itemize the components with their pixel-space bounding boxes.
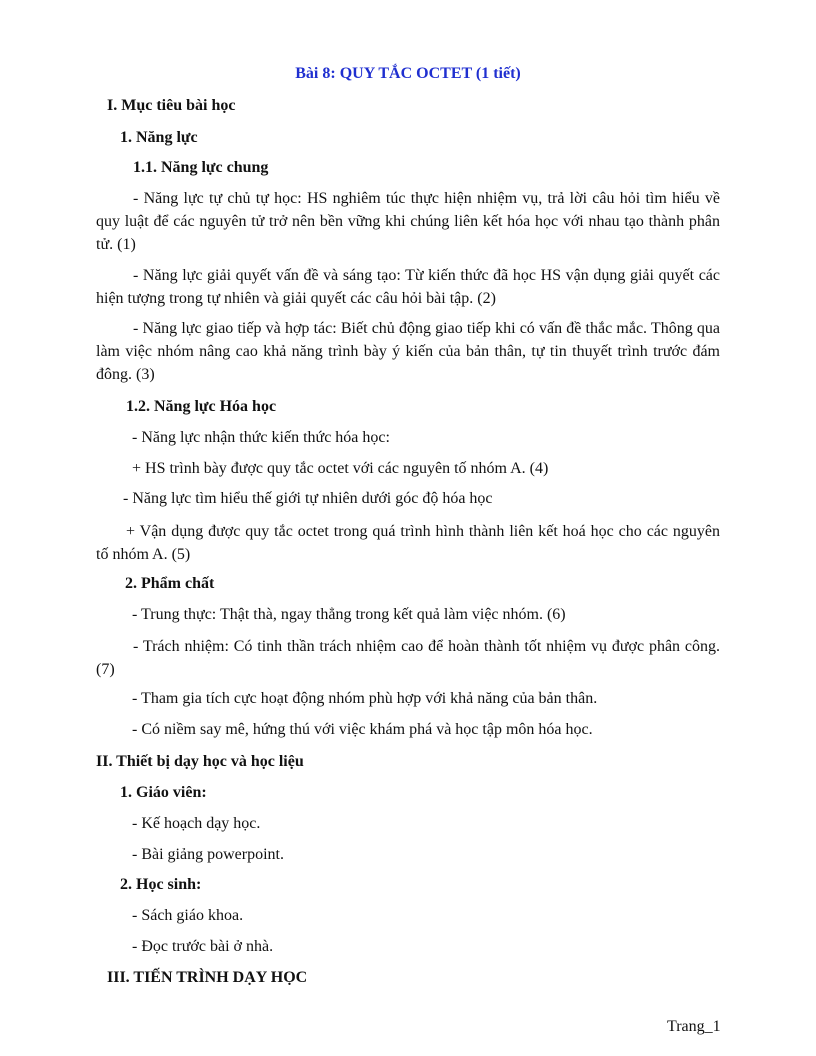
general-competence-heading: 1.1. Năng lực chung xyxy=(133,159,269,176)
students-heading: 2. Học sinh: xyxy=(120,876,202,893)
qualities-heading: 2. Phẩm chất xyxy=(125,575,215,592)
section-equipment-heading: II. Thiết bị dạy học và học liệu xyxy=(96,753,304,770)
paragraph-responsibility: - Trách nhiệm: Có tinh thần trách nhiệm cao để hoàn thành tốt nhiệm vụ được phân công. (7) xyxy=(96,638,720,678)
paragraph-octet-presentation: + HS trình bày được quy tắc octet với các nguyên tố nhóm A. (4) xyxy=(132,460,549,477)
teacher-item-plan: - Kế hoạch dạy học. xyxy=(132,815,261,832)
paragraph-problem-solving: - Năng lực giải quyết vấn đề và sáng tạo: Từ kiến thức đã học HS vận dụng giải quyết các hiện tượng trong tự nhiên và giải quyết các câu hỏi bài tập. (2) xyxy=(96,267,720,307)
paragraph-group-activity: - Tham gia tích cực hoạt động nhóm phù hợp với khả năng của bản thân. xyxy=(132,690,598,707)
paragraph-chemistry-cognition: - Năng lực nhận thức kiến thức hóa học: xyxy=(132,429,390,446)
paragraph-communication: - Năng lực giao tiếp và hợp tác: Biết chủ động giao tiếp khi có vấn đề thắc mắc. Thông qua làm việc nhóm nâng cao khả năng trình bày ý kiến của bản thân, tự tin thuyết trình trước đám đông. (3) xyxy=(96,320,720,383)
teacher-item-slides: - Bài giảng powerpoint. xyxy=(132,846,284,863)
student-item-textbook: - Sách giáo khoa. xyxy=(132,907,244,924)
section-objectives-heading: I. Mục tiêu bài học xyxy=(107,97,236,114)
page-number-footer: Trang_1 xyxy=(667,1018,721,1035)
section-process-heading: III. TIẾN TRÌNH DẠY HỌC xyxy=(107,969,308,986)
lesson-title: Bài 8: QUY TẮC OCTET (1 tiết) xyxy=(295,65,521,82)
paragraph-octet-application: + Vận dụng được quy tắc octet trong quá trình hình thành liên kết hoá học cho các nguyên tố nhóm A. (5) xyxy=(96,523,720,563)
student-item-reading: - Đọc trước bài ở nhà. xyxy=(132,938,274,955)
paragraph-honesty: - Trung thực: Thật thà, ngay thẳng trong kết quả làm việc nhóm. (6) xyxy=(132,606,566,623)
paragraph-passion: - Có niềm say mê, hứng thú với việc khám phá và học tập môn hóa học. xyxy=(132,721,593,738)
paragraph-natural-world: - Năng lực tìm hiểu thế giới tự nhiên dưới góc độ hóa học xyxy=(123,490,493,507)
paragraph-self-study: - Năng lực tự chủ tự học: HS nghiêm túc thực hiện nhiệm vụ, trả lời câu hỏi tìm hiểu về quy luật để các nguyên tử trở nên bền vững khi chúng liên kết hóa học với nhau tạo thành phân tử. (1) xyxy=(96,190,720,253)
teacher-heading: 1. Giáo viên: xyxy=(120,784,207,801)
chemistry-competence-heading: 1.2. Năng lực Hóa học xyxy=(126,398,277,415)
subsection-competence-heading: 1. Năng lực xyxy=(120,129,198,146)
